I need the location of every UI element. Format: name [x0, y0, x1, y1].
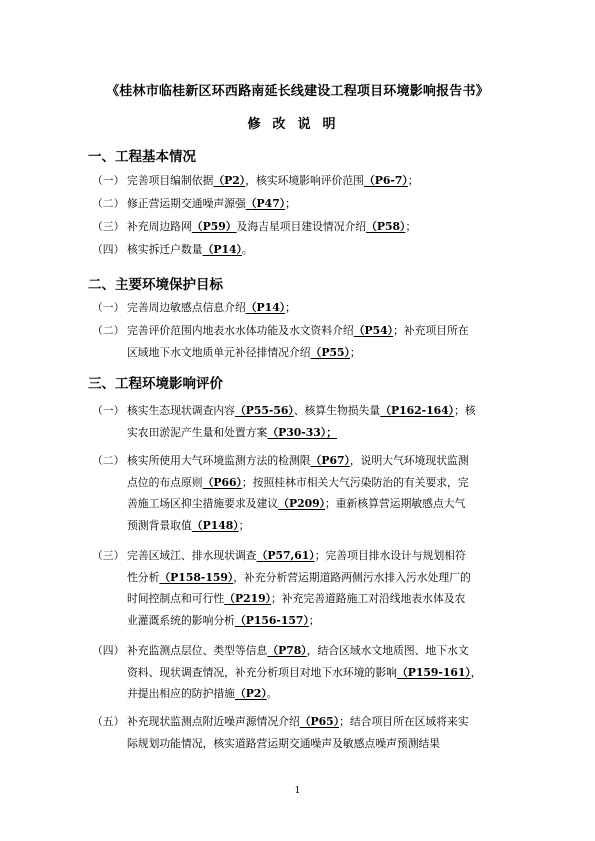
item-text-segment: 完善项目编制依据	[127, 174, 214, 187]
item-text-segment: 际规划功能情况，核实道路营运期交通噪声及敏感点噪声预测结果	[127, 736, 441, 750]
item-line	[127, 610, 522, 632]
item-number: （一）	[92, 174, 125, 187]
item-text	[127, 400, 522, 443]
page-reference: （P219）	[224, 592, 272, 605]
page-reference: （P2）	[213, 174, 246, 187]
item-text-segment: ；核	[454, 404, 476, 417]
page-reference: （P59）	[191, 220, 237, 233]
item-line	[127, 239, 522, 261]
page-reference: （P14）	[245, 301, 286, 314]
item-line	[127, 733, 522, 755]
item-text	[127, 170, 522, 192]
item-line	[127, 640, 522, 662]
item-number: （一）	[92, 301, 125, 314]
page-reference: （P209）	[278, 497, 326, 510]
item-text-segment: ；	[349, 345, 361, 359]
item-text-segment: ；	[405, 220, 417, 233]
page-number: 1	[294, 786, 301, 796]
item-text	[127, 239, 522, 261]
item-text-segment: ，说明大气环境现状监测	[349, 454, 469, 467]
item-text	[127, 297, 522, 319]
item-text	[127, 640, 522, 705]
item-text-segment: 核实生态现状调查内容	[127, 404, 235, 417]
item-text-segment: ；完善项目排水设计与规划相符	[314, 549, 466, 562]
item-text-segment: ，补充分析营运期道路两侧污水排入污水处理厂的	[233, 570, 471, 584]
item-text-segment: 、核算生物损失量	[293, 404, 381, 417]
item-text-segment: ；重新核算营运期敏感点大气	[325, 497, 466, 510]
item-number: （五）	[92, 715, 125, 728]
list-item	[92, 450, 522, 536]
page-reference: （P57,61）	[256, 549, 315, 562]
item-number: （二）	[92, 324, 125, 337]
page-reference: （P55-56）	[234, 404, 294, 417]
item-line	[127, 472, 522, 494]
item-number: （四）	[92, 243, 125, 256]
item-text-segment: ；结合项目所在区域将来实	[339, 715, 469, 728]
item-text-segment: 点位的布点原则	[127, 475, 203, 489]
item-text-segment: 预测背景取值	[127, 518, 192, 532]
item-text-segment: 完善区域江、排水现状调查	[127, 549, 257, 562]
item-line	[127, 450, 522, 472]
item-text	[127, 711, 522, 754]
item-number: （二）	[92, 454, 125, 467]
item-text	[127, 320, 522, 363]
item-text-segment: 核实所使用大气环境监测方法的检测限	[127, 454, 311, 467]
item-text-segment: ；	[285, 301, 296, 314]
list-item	[92, 400, 522, 443]
item-number: （四）	[92, 644, 125, 657]
item-line	[127, 400, 522, 422]
page-reference: （P6-7）	[363, 174, 408, 187]
item-line	[127, 567, 522, 589]
item-text-segment: 区域地下水文地质单元补径排情况介绍	[127, 345, 311, 359]
item-text-segment: 修正营运期交通噪声源强	[127, 197, 246, 210]
item-text	[127, 193, 522, 215]
item-text-segment: 实农田淤泥产生量和处置方案	[127, 425, 268, 439]
list-item	[92, 640, 522, 705]
list-item	[92, 193, 522, 215]
item-text-segment: 完善周边敏感点信息介绍	[127, 301, 246, 314]
item-text-segment: ；	[238, 518, 250, 532]
item-text-segment: 补充现状监测点附近噪声源情况介绍	[127, 715, 300, 728]
page-reference: （P2）	[234, 687, 267, 700]
page-reference: （P55）	[310, 345, 350, 359]
list-item	[92, 239, 522, 261]
list-item	[92, 297, 522, 319]
item-line	[127, 662, 522, 684]
item-text-segment: 善施工场区抑尘措施要求及建议	[127, 497, 279, 510]
page-reference: （P58）	[366, 220, 406, 233]
item-text-segment: 。	[266, 687, 278, 700]
page-reference: （P162-164）	[380, 404, 455, 417]
item-text-segment: ；按照桂林市相关大气污染防治的有关要求，完	[241, 475, 469, 489]
document-subtitle: 修改说明	[247, 117, 348, 132]
item-text	[127, 450, 522, 536]
page-reference: （P30-33）；	[267, 425, 337, 439]
item-text-segment: ；	[308, 613, 320, 627]
item-text-segment: ，	[470, 665, 482, 679]
section-heading: 二、主要环境保护目标	[88, 277, 223, 293]
item-line	[127, 515, 522, 537]
item-text-segment: 时间控制点和可行性	[127, 592, 225, 605]
item-text-segment: 业灌溉系统的影响分析	[127, 613, 235, 627]
item-text-segment: 。	[241, 243, 253, 256]
list-item	[92, 711, 522, 754]
item-text-segment: ；	[407, 174, 419, 187]
item-text-segment: 并提出相应的防护措施	[127, 687, 235, 700]
item-line	[127, 170, 522, 192]
item-text-segment: ；补充项目所在	[393, 324, 469, 337]
item-line	[127, 297, 522, 319]
item-line	[127, 493, 522, 515]
item-text-segment: 及海吉星项目建设情况介绍	[236, 220, 367, 233]
item-line	[127, 320, 522, 342]
item-number: （二）	[92, 197, 125, 210]
document-title: 《桂林市临桂新区环西路南延长线建设工程项目环境影响报告书》	[106, 84, 489, 99]
item-text	[127, 216, 522, 238]
page-reference: （P156-157）	[234, 613, 309, 627]
item-text-segment: ，核实环境影响评价范围	[245, 174, 364, 187]
page-reference: （P66）	[202, 475, 242, 489]
page-reference: （P65）	[299, 715, 340, 728]
list-item	[92, 320, 522, 363]
item-line	[127, 342, 522, 364]
page-reference: （P148）	[191, 518, 239, 532]
item-line	[127, 683, 522, 705]
list-item	[92, 216, 522, 238]
page-reference: （P67）	[310, 454, 350, 467]
page-reference: （P158-159）	[159, 570, 234, 584]
item-text-segment: 性分析	[127, 570, 160, 584]
item-line	[127, 588, 522, 610]
page-reference: （P78）	[267, 644, 307, 657]
section-heading: 三、工程环境影响评价	[88, 376, 223, 392]
item-text-segment: 核实拆迁户数量	[127, 243, 203, 256]
item-text-segment: 补充监测点层位、类型等信息	[127, 644, 268, 657]
item-number: （一）	[92, 404, 125, 417]
item-line	[127, 193, 522, 215]
item-line	[127, 711, 522, 733]
list-item	[92, 170, 522, 192]
item-text-segment: 资料、现状调查情况，补充分析项目对地下水环境的影响	[127, 665, 397, 679]
item-text	[127, 545, 522, 631]
item-text-segment: ，结合区域水文地质图、地下水文	[306, 644, 469, 657]
item-line	[127, 545, 522, 567]
page-reference: （P47）	[245, 197, 286, 210]
page-reference: （P159-161）	[396, 665, 471, 679]
item-text-segment: 补充周边路网	[127, 220, 192, 233]
item-text-segment: 完善评价范围内地表水水体功能及水文资料介绍	[127, 324, 354, 337]
item-text-segment: ；	[285, 197, 296, 210]
page-reference: （P14）	[202, 243, 242, 256]
item-line	[127, 216, 522, 238]
section-heading: 一、工程基本情况	[88, 149, 196, 165]
item-number: （三）	[92, 549, 125, 562]
item-line	[127, 422, 522, 444]
item-number: （三）	[92, 220, 125, 233]
list-item	[92, 545, 522, 631]
item-text-segment: ；补充完善道路施工对沿线地表水体及农	[271, 592, 466, 605]
page-reference: （P54）	[353, 324, 394, 337]
